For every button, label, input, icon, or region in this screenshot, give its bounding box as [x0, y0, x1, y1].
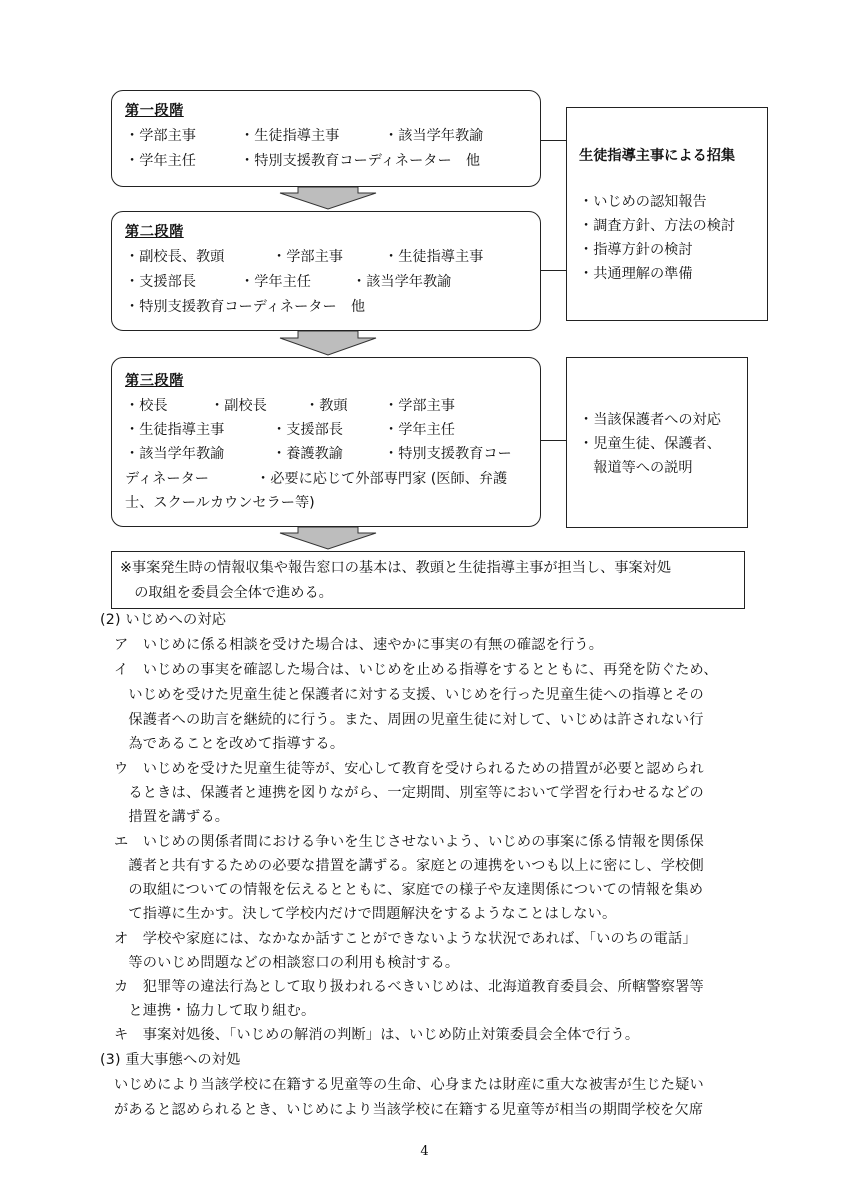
- convocation-item: ・いじめの認知報告: [579, 194, 707, 210]
- body-line: 措置を講ずる。: [114, 809, 230, 825]
- stage-1-item: ・学部主事: [125, 128, 196, 144]
- note-line: ※事案発生時の情報収集や報告窓口の基本は、教頭と生徒指導主事が担当し、事案対処: [120, 560, 672, 576]
- convocation-item: ・指導方針の検討: [579, 242, 693, 258]
- body-line: 為であることを改めて指導する。: [114, 736, 345, 752]
- stage-2-title: 第二段階: [125, 224, 184, 240]
- body-line: カ 犯罪等の違法行為として取り扱われるべきいじめは、北海道教育委員会、所轄警察署等: [114, 979, 704, 995]
- stage-3-title: 第三段階: [125, 373, 184, 389]
- stage-3-item: ・該当学年教諭: [125, 446, 225, 462]
- stage-3-item: ・校長: [125, 398, 168, 414]
- body-line: エ いじめの関係者間における争いを生じさせないよう、いじめの事案に係る情報を関係保: [114, 834, 704, 850]
- stage-1-box: [111, 90, 541, 187]
- stage-3-item: ・学年主任: [384, 422, 455, 438]
- stage-2-item: ・学部主事: [272, 249, 343, 265]
- page-number: 4: [420, 1144, 429, 1159]
- down-arrow-icon: [278, 527, 378, 551]
- stage-3-item: ・副校長: [210, 398, 267, 414]
- body-line: 護者と共有するための必要な措置を講ずる。家庭との連携をいつも以上に密にし、学校側: [114, 858, 704, 874]
- section-heading: (2) いじめへの対応: [100, 612, 227, 628]
- body-line: があると認められるとき、いじめにより当該学校に在籍する児童等が相当の期間学校を欠席: [114, 1102, 704, 1118]
- response-item: ・当該保護者への対応: [579, 412, 721, 428]
- stage-3-item: ・支援部長: [272, 422, 343, 438]
- connector-line: [541, 270, 566, 271]
- stage-3-item: ・養護教諭: [272, 446, 343, 462]
- body-line: 保護者への助言を継続的に行う。また、周囲の児童生徒に対して、いじめは許されない行: [114, 712, 704, 728]
- convocation-title: 生徒指導主事による招集: [579, 148, 736, 164]
- stage-3-item: ・生徒指導主事: [125, 422, 225, 438]
- down-arrow-icon: [278, 187, 378, 211]
- body-line: ウ いじめを受けた児童生徒等が、安心して教育を受けられるための措置が必要と認められ: [114, 761, 704, 777]
- stage-2-item: ・支援部長: [125, 274, 196, 290]
- body-line: いじめを受けた児童生徒と保護者に対する支援、いじめを行った児童生徒への指導とその: [114, 687, 704, 703]
- connector-line: [541, 140, 566, 141]
- stage-3-item: ディネーター: [125, 471, 209, 487]
- body-line: キ 事案対処後、「いじめの解消の判断」は、いじめ防止対策委員会全体で行う。: [114, 1027, 640, 1043]
- body-line: と連携・協力して取り組む。: [114, 1003, 316, 1019]
- stage-2-item: ・特別支援教育コーディネーター 他: [125, 299, 366, 315]
- stage-2-item: ・該当学年教諭: [352, 274, 452, 290]
- response-item: ・児童生徒、保護者、: [579, 436, 721, 452]
- stage-3-box: [111, 357, 541, 527]
- body-line: ア いじめに係る相談を受けた場合は、速やかに事実の有無の確認を行う。: [114, 637, 604, 653]
- stage-2-item: ・副校長、教頭: [125, 249, 225, 265]
- body-line: イ いじめの事実を確認した場合は、いじめを止める指導をするとともに、再発を防ぐため、: [114, 662, 718, 678]
- note-line: の取組を委員会全体で進める。: [120, 585, 333, 601]
- stage-1-item: ・該当学年教諭: [384, 128, 484, 144]
- body-line: いじめにより当該学校に在籍する児童等の生命、心身または財産に重大な被害が生じた疑い: [114, 1077, 704, 1093]
- down-arrow-icon: [278, 331, 378, 357]
- connector-line: [541, 440, 566, 441]
- body-line: の取組についての情報を伝えるとともに、家庭での様子や友達関係についての情報を集め: [114, 882, 704, 898]
- body-line: オ 学校や家庭には、なかなか話すことができないような状況であれば、「いのちの電話」: [114, 931, 697, 947]
- note-box: [111, 551, 745, 609]
- stage-1-title: 第一段階: [125, 103, 184, 119]
- stage-2-item: ・学年主任: [240, 274, 311, 290]
- body-line: 等のいじめ問題などの相談窓口の利用も検討する。: [114, 955, 460, 971]
- response-box: [566, 357, 748, 528]
- stage-3-item: ・必要に応じて外部専門家 (医師、弁護: [256, 471, 508, 487]
- stage-3-item: ・教頭: [305, 398, 348, 414]
- body-line: るときは、保護者と連携を図りながら、一定期間、別室等において学習を行わせるなどの: [114, 785, 704, 801]
- stage-1-item: ・学年主任: [125, 153, 196, 169]
- stage-3-item: 士、スクールカウンセラー等): [125, 495, 315, 511]
- response-item: 報道等への説明: [579, 460, 693, 476]
- stage-1-item: ・生徒指導主事: [240, 128, 340, 144]
- stage-3-item: ・学部主事: [384, 398, 455, 414]
- convocation-item: ・共通理解の準備: [579, 266, 693, 282]
- convocation-item: ・調査方針、方法の検討: [579, 218, 736, 234]
- section-heading: (3) 重大事態への対処: [100, 1052, 241, 1068]
- stage-2-item: ・生徒指導主事: [384, 249, 484, 265]
- body-line: て指導に生かす。決して学校内だけで問題解決をするようなことはしない。: [114, 906, 617, 922]
- convocation-box: [566, 107, 768, 321]
- stage-2-box: [111, 211, 541, 331]
- stage-3-item: ・特別支援教育コー: [384, 446, 512, 462]
- stage-1-item: ・特別支援教育コーディネーター 他: [240, 153, 481, 169]
